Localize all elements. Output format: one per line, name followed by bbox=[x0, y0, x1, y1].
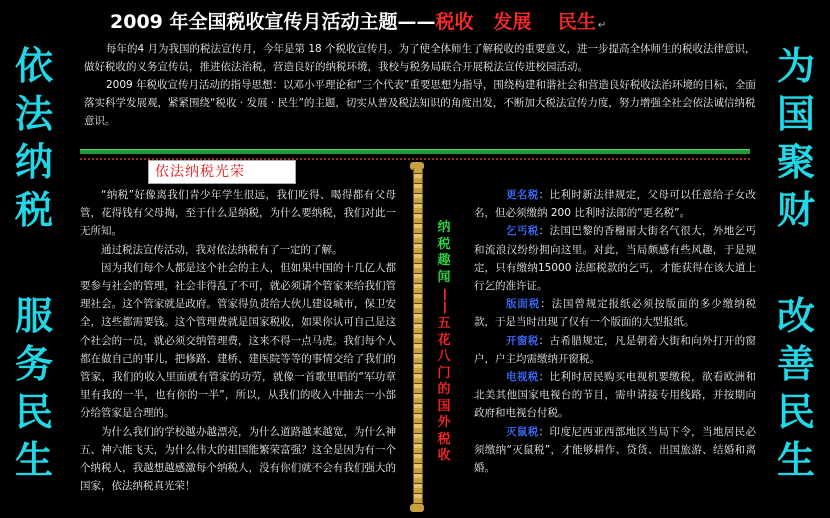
list-item: 灭鼠税：印度尼西亚西部地区当局下令，当地居民必须缴纳“灭鼠税”，才能够耕作、贷货、出国旅游、结婚和离婚。 bbox=[474, 425, 757, 475]
scroll-cap-bottom bbox=[410, 504, 424, 512]
theme-development: 发展 bbox=[493, 11, 532, 33]
theme-tax: 税收 bbox=[435, 11, 474, 33]
section-divider bbox=[80, 149, 750, 154]
scroll-rod bbox=[413, 168, 423, 506]
tax-tag: 开窗税 bbox=[506, 334, 539, 347]
intro-paragraph: 每年的4 月为我国的税法宣传月，今年是第 18 个税收宣传月。为了使全体师生了解税收的重要意义，进一步提高全体师生的税收法律意识，做好税收的义务宣传员，推进依法治税，营造良好的纳税环境，我校与税务局联合开展税法宣传进校园活动。 bbox=[84, 43, 756, 73]
return-mark-icon: ↵ bbox=[597, 20, 607, 31]
title-main: 2009 年全国税收宣传月活动主题—— bbox=[110, 11, 436, 33]
side-slogan-right-bottom: 改 善 民 生 bbox=[776, 294, 815, 482]
article-paragraph: “纳税”好像离我们青少年学生很远，我们吃得、喝得都有父母管，花得钱有父母掏，至于什么是纳税，为什么要纳税，我们对此一无所知。 bbox=[80, 189, 396, 238]
tax-tag: 更名税 bbox=[506, 189, 539, 201]
intro-section bbox=[84, 40, 756, 130]
tax-tag: 灭鼠税 bbox=[506, 425, 539, 438]
scroll-caption: 纳 税 趣 闻 —— 五 花 八 门 的 国 外 税 收 bbox=[437, 220, 452, 463]
tax-tag: 电视税 bbox=[506, 371, 539, 384]
left-heading: 依法纳税光荣 bbox=[148, 160, 296, 184]
tax-tag: 乞丐税 bbox=[506, 225, 539, 238]
article-paragraph: 通过税法宣传活动，我对依法纳税有了一定的了解。 bbox=[101, 243, 343, 256]
article-paragraph: 因为我们每个人都是这个社会的主人，但如果中国的十几亿人都要参与社会的管理，社会非得乱了不可，就必须请个管家来给我们管理社会。这个管家就是政府。管家得负责给大伙儿建设城市，保卫安全，这些都需要钱。这个管理费就是国家税收，如果你认可自己是这个社会的一员，就必须交纳管理费，这来不得一点马虎。我们每个人都在做自己的事儿，把修路、建桥、建医院等等的事情交给了我们的管家，我们的收入里面就有管家的功劳，就像一首歌里唱的“军功章里有我的一半，也有你的一半”，所以，从我们的收入中抽去一小部分给管家是合理的。 bbox=[80, 261, 396, 420]
theme-livelihood: 民生 bbox=[557, 11, 596, 33]
list-item: 版面税：法国曾规定报纸必须按版面的多少缴纳税款，于是当时出现了仅有一个版面的大型报纸。 bbox=[474, 298, 757, 329]
list-item: 开窗税：古希腊规定，凡是朝着大街和向外打开的窗户，户主均需缴纳开窗税。 bbox=[474, 334, 757, 365]
page-title bbox=[110, 8, 606, 36]
article-paragraph: 为什么我们的学校越办越漂亮，为什么道路越来越宽，为什么神五、神六能飞天，为什么伟大的祖国能繁荣富强？这全是因为有一个个纳税人，我越想越感激每个纳税人，没有你们就不会有我们强大的国家，依法纳税真光荣！ bbox=[80, 425, 396, 493]
intro-paragraph: 2009 年税收宣传月活动的指导思想：以邓小平理论和“三个代表”重要思想为指导，围绕构建和谐社会和营造良好税收法治环境的目标，全面落实科学发展观，紧紧围绕“税收 · 发展 · 民生”的主题，切实从普及税法知识的角度出发，不断加大税法宣传力度，努力增强全社会依法诚信纳税意识。 bbox=[84, 79, 756, 127]
list-item: 电视税：比利时居民购买电视机要缴税，欲看欧洲和北美其他国家电视台的节目，需申请接专用线路，并按期向政府和电视台付税。 bbox=[474, 371, 757, 420]
list-item: 乞丐税：法国巴黎的香榭丽大街名气很大，外地乞丐和流浪汉纷纷拥向这里。对此，当局颇感有些风趣，于是规定，只有缴纳15000 法郎税款的乞丐，才能获得在该大道上行乞的准许证。 bbox=[474, 225, 757, 293]
side-slogan-right-top: 为 国 聚 财 bbox=[776, 44, 815, 232]
tax-tag: 版面税 bbox=[506, 298, 541, 311]
side-slogan-left-top: 依 法 纳 税 bbox=[14, 44, 53, 232]
side-slogan-left-bottom: 服 务 民 生 bbox=[14, 294, 53, 482]
left-article bbox=[80, 186, 396, 495]
scroll-dash: —— bbox=[437, 288, 452, 314]
right-article bbox=[474, 186, 756, 477]
list-item: 更名税：比利时新法律规定，父母可以任意给子女改名，但必须缴纳 200 比利时法郎的“更名税”。 bbox=[474, 189, 757, 220]
